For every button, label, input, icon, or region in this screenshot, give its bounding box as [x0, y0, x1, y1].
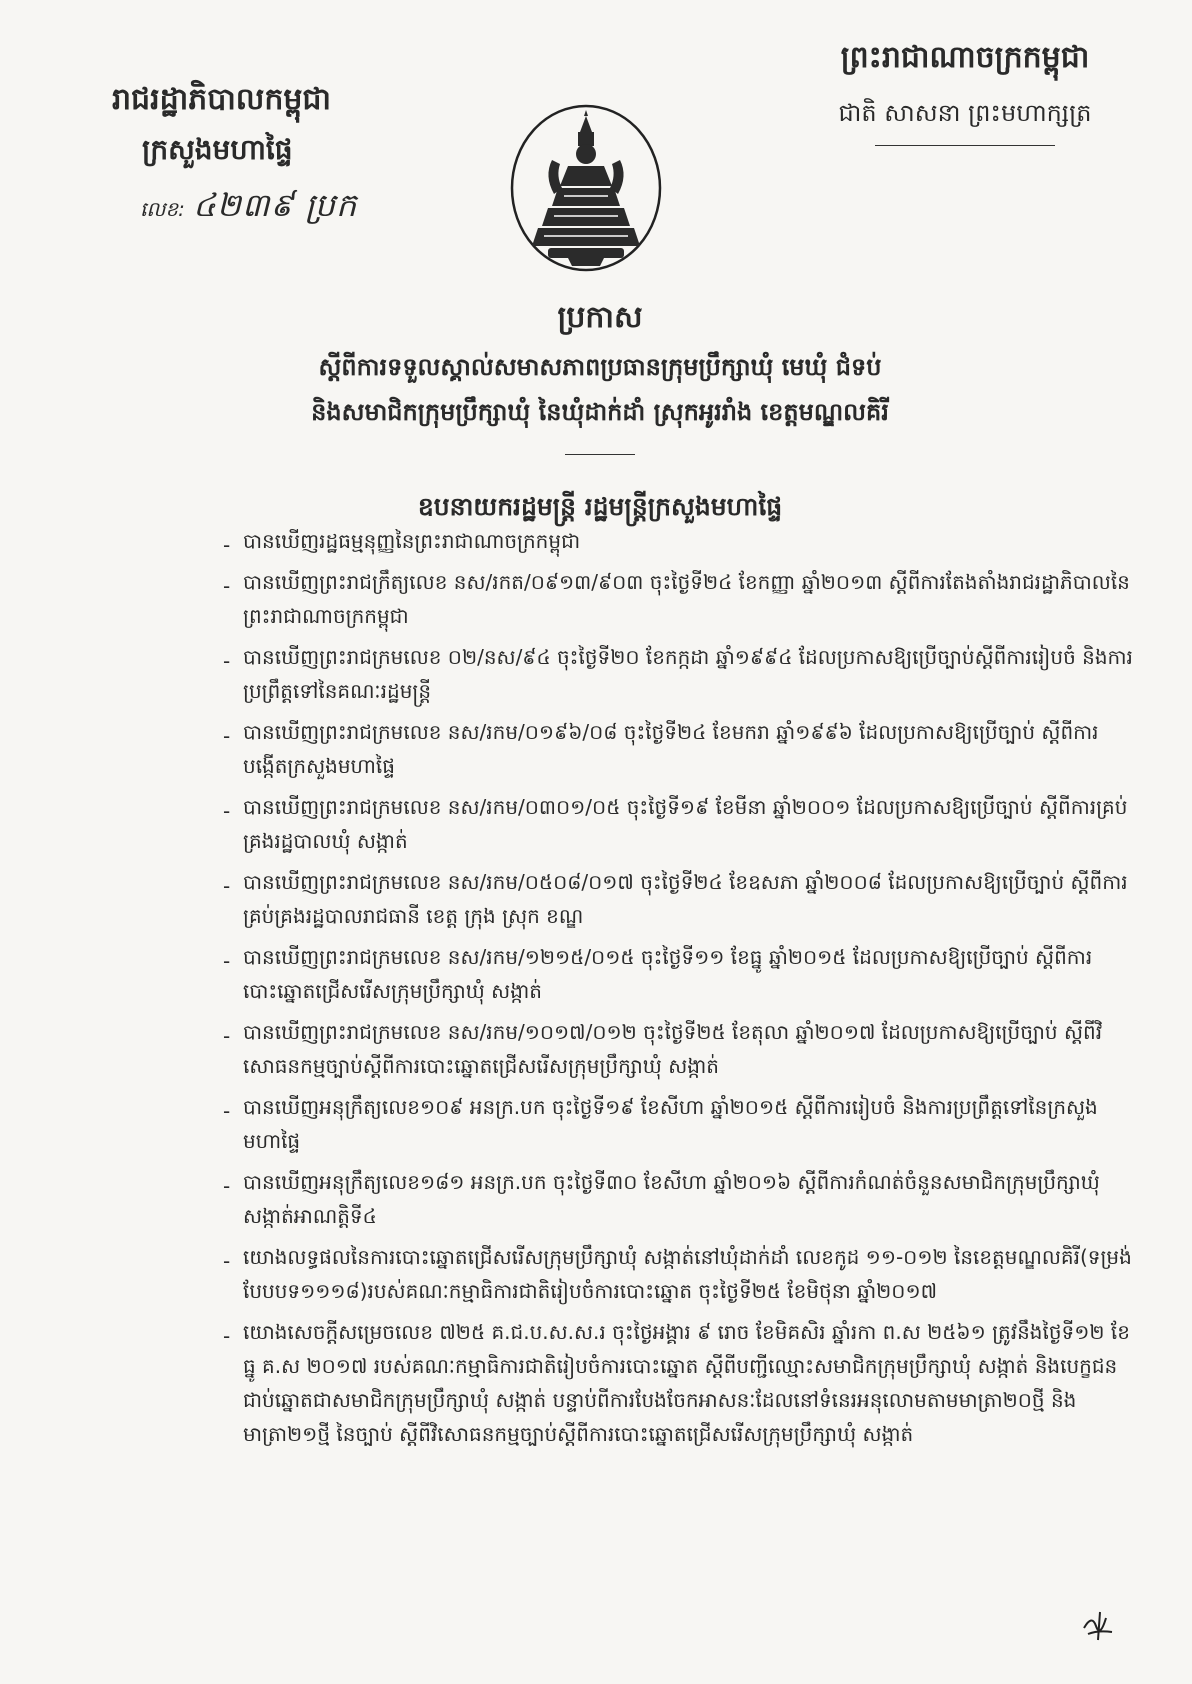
reference-number: ៤២៣៩ ប្រក [193, 186, 358, 224]
list-item: - បានឃើញព្រះរាជក្រមលេខ នស/រកម/០៥០៨/០១៧ ចុះថ្ងៃទី២៤ ខែឧសភា ឆ្នាំ២០០៨ ដែលប្រកាសឱ្យប្រើច្បាប់ ស្តីពីការគ្រប់គ្រងរដ្ឋបាលរាជធានី ខេត្ត ក្រុង ស្រុក ខណ្ឌ [243, 865, 1133, 933]
list-item: - បានឃើញអនុក្រឹត្យលេខ១០៩ អនក្រ.បក ចុះថ្ងៃទី១៩ ខែសីហា ឆ្នាំ២០១៥ ស្តីពីការរៀបចំ និងការប្រព្រឹត្តទៅនៃក្រសួងមហាផ្ទៃ [243, 1090, 1133, 1158]
subject-line-2: និងសមាជិកក្រុមប្រឹក្សាឃុំ នៃឃុំដាក់ដាំ ស្រុកអូររាំង ខេត្តមណ្ឌលគិរី [311, 398, 889, 426]
kingdom-name: ព្រះរាជាណាចក្រកម្ពុជា [840, 40, 1090, 75]
list-item: - យោងលទ្ធផលនៃការបោះឆ្នោតជ្រើសរើសក្រុមប្រឹក្សាឃុំ សង្កាត់នៅឃុំដាក់ដាំ លេខកូដ ១១-០១២ នៃខេត្តមណ្ឌលគិរី(ទម្រង់បែបបទ១១១៨)របស់គណៈកម្មាធិការជាតិរៀបចំការបោះឆ្នោត ចុះថ្ងៃទី២៥ ខែមិថុនា ឆ្នាំ២០១៧ [243, 1240, 1133, 1308]
document-type: ប្រកាស [557, 300, 643, 335]
title-divider [565, 454, 635, 455]
motto-divider [875, 145, 1055, 146]
list-item: - បានឃើញព្រះរាជក្រមលេខ នស/រកម/០១៩៦/០៨ ចុះថ្ងៃទី២៤ ខែមករា ឆ្នាំ១៩៩៦ ដែលប្រកាសឱ្យប្រើច្បាប់ ស្តីពីការបង្កើតក្រសួងមហាផ្ទៃ [243, 715, 1133, 783]
list-item: - បានឃើញព្រះរាជក្រមលេខ នស/រកម/១២១៥/០១៥ ចុះថ្ងៃទី១១ ខែធ្នូ ឆ្នាំ២០១៥ ដែលប្រកាសឱ្យប្រើច្បាប់ ស្តីពីការបោះឆ្នោតជ្រើសរើសក្រុមប្រឹក្សាឃុំ សង្កាត់ [243, 940, 1133, 1008]
list-item: - បានឃើញព្រះរាជក្រមលេខ នស/រកម/០៣០១/០៥ ចុះថ្ងៃទី១៩ ខែមីនា ឆ្នាំ២០០១ ដែលប្រកាសឱ្យប្រើច្បាប់ ស្តីពីការគ្រប់គ្រងរដ្ឋបាលឃុំ សង្កាត់ [243, 790, 1133, 858]
preamble-list [243, 524, 1133, 1458]
list-item: - បានឃើញព្រះរាជក្រមលេខ នស/រកម/១០១៧/០១២ ចុះថ្ងៃទី២៥ ខែតុលា ឆ្នាំ២០១៧ ដែលប្រកាសឱ្យប្រើច្បាប់ ស្តីពីវិសោធនកម្មច្បាប់ស្តីពីការបោះឆ្នោតជ្រើសរើសក្រុមប្រឹក្សាឃុំ សង្កាត់ [243, 1015, 1133, 1083]
right-header [800, 38, 1130, 146]
left-header [92, 80, 422, 232]
title-block [150, 298, 1050, 455]
royal-emblem-icon [508, 102, 664, 274]
list-item: - យោងសេចក្តីសម្រេចលេខ ៧២៥ គ.ជ.ប.ស.ស.រ ចុះថ្ងៃអង្គារ ៩ រោច ខែមិគសិរ ឆ្នាំរកា ព.ស ២៥៦១ ត្រូវនឹងថ្ងៃទី១២ ខែធ្នូ គ.ស ២០១៧ របស់គណៈកម្មាធិការជាតិរៀបចំការបោះឆ្នោត ស្តីពីបញ្ជីឈ្មោះសមាជិកក្រុមប្រឹក្សាឃុំ សង្កាត់ និងបេក្ខជនជាប់ឆ្នោតជាសមាជិកក្រុមប្រឹក្សាឃុំ សង្កាត់ បន្ទាប់ពីការបែងចែកអាសនៈដែលនៅទំនេរអនុលោមតាមមាត្រា២០ថ្មី និងមាត្រា២១ថ្មី នៃច្បាប់ ស្តីពីវិសោធនកម្មច្បាប់ស្តីពីការបោះឆ្នោតជ្រើសរើសក្រុមប្រឹក្សាឃុំ សង្កាត់ [243, 1315, 1133, 1451]
list-item: - បានឃើញអនុក្រឹត្យលេខ១៨១ អនក្រ.បក ចុះថ្ងៃទី៣០ ខែសីហា ឆ្នាំ២០១៦ ស្តីពីការកំណត់ចំនួនសមាជិកក្រុមប្រឹក្សាឃុំ សង្កាត់អាណត្តិទី៤ [243, 1165, 1133, 1233]
list-item: - បានឃើញព្រះរាជក្រមលេខ ០២/នស/៩៤ ចុះថ្ងៃទី២០ ខែកក្កដា ឆ្នាំ១៩៩៤ ដែលប្រកាសឱ្យប្រើច្បាប់ស្តីពីការរៀបចំ និងការប្រព្រឹត្តទៅនៃគណៈរដ្ឋមន្ត្រី [243, 640, 1133, 708]
initial-signature-icon [1078, 1608, 1118, 1644]
reference-line [140, 185, 422, 232]
reference-label: លេខ: [140, 197, 185, 221]
issuer-title: ឧបនាយករដ្ឋមន្ត្រី រដ្ឋមន្ត្រីក្រសួងមហាផ្ទៃ [417, 492, 783, 521]
national-motto: ជាតិ សាសនា ព្រះមហាក្សត្រ [838, 99, 1092, 127]
subject-line-1: ស្តីពីការទទួលស្គាល់សមាសភាពប្រធានក្រុមប្រឹក្សាឃុំ មេឃុំ ជំទប់ [318, 353, 882, 381]
list-item: - បានឃើញរដ្ឋធម្មនុញ្ញនៃព្រះរាជាណាចក្រកម្ពុជា [243, 524, 1133, 558]
ministry-name: ក្រសួងមហាផ្ទៃ [142, 133, 293, 166]
government-name: រាជរដ្ឋាភិបាលកម្ពុជា [112, 82, 331, 117]
list-item: - បានឃើញព្រះរាជក្រឹត្យលេខ នស/រកត/០៩១៣/៩០៣ ចុះថ្ងៃទី២៤ ខែកញ្ញា ឆ្នាំ២០១៣ ស្តីពីការតែងតាំងរាជរដ្ឋាភិបាលនៃព្រះរាជាណាចក្រកម្ពុជា [243, 565, 1133, 633]
